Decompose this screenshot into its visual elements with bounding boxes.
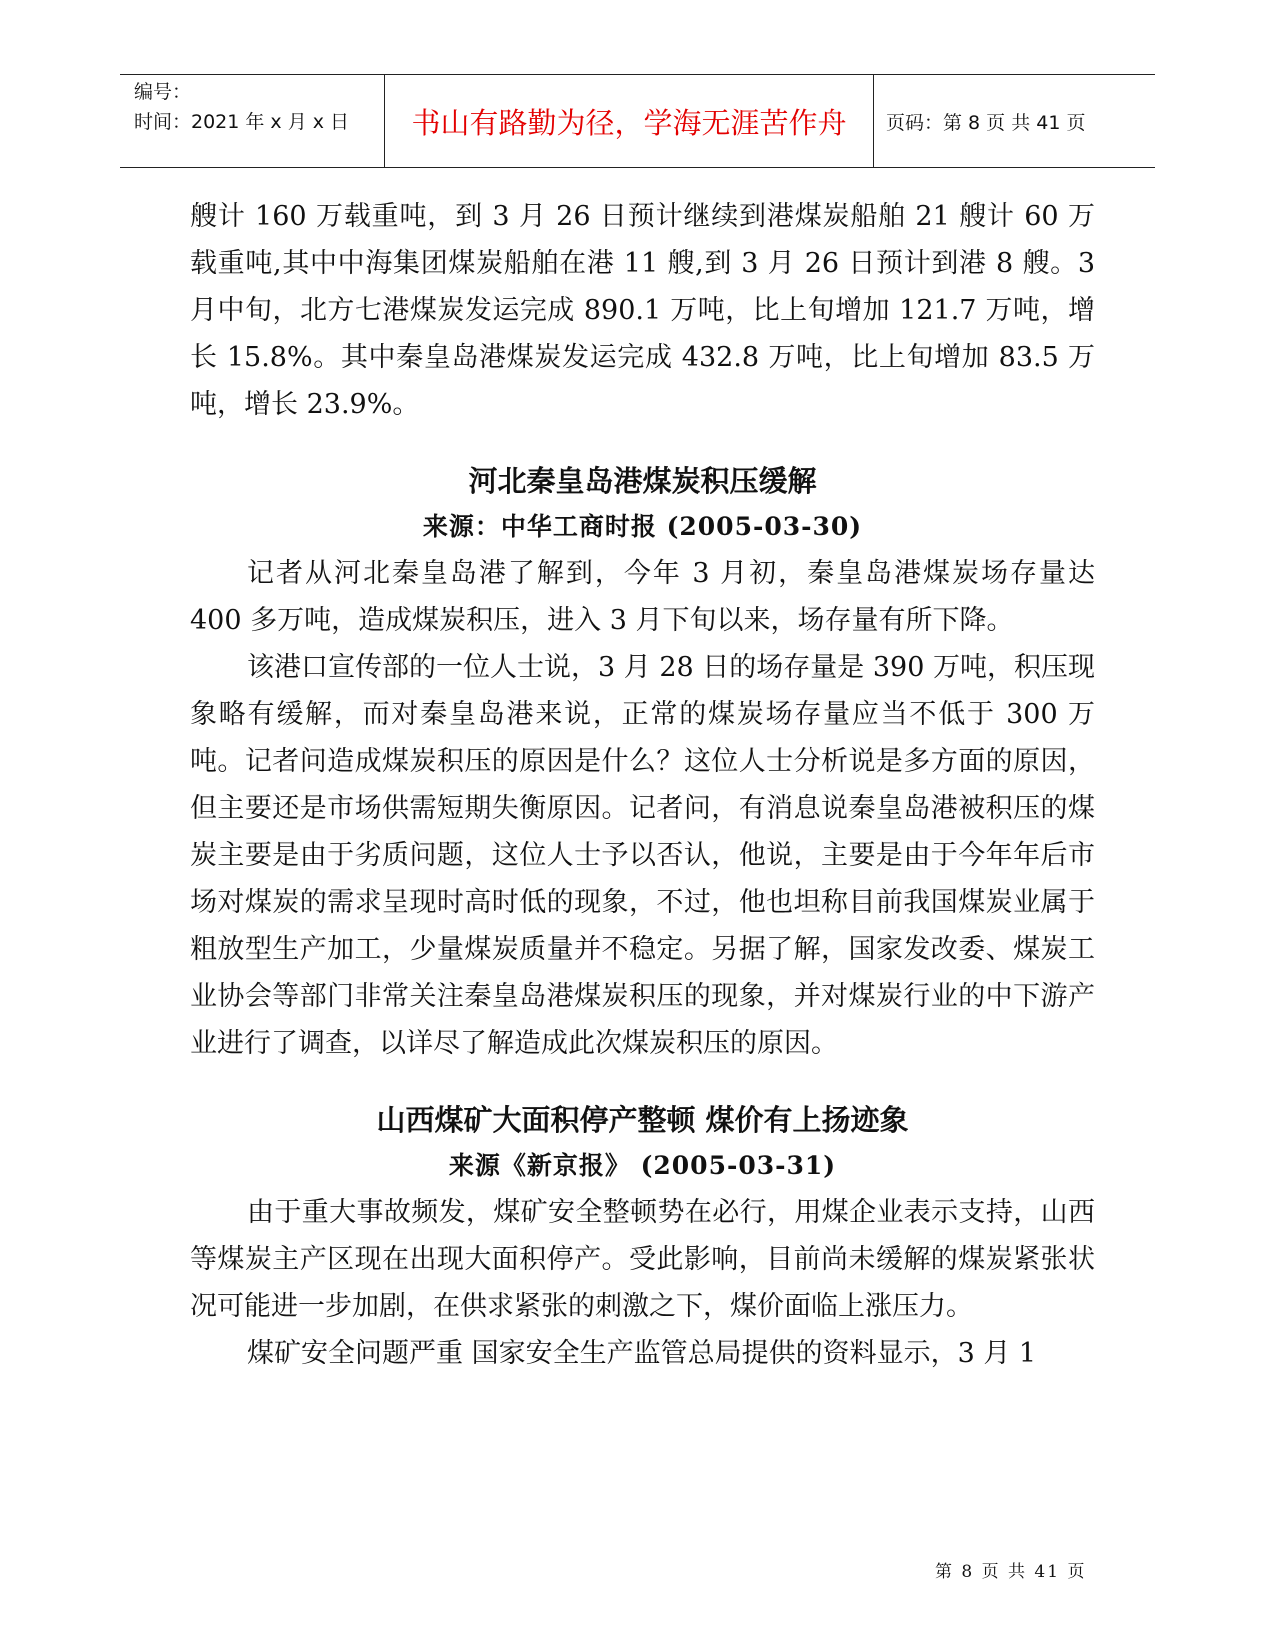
article-paragraph: 煤矿安全问题严重 国家安全生产监管总局提供的资料显示，3 月 1 xyxy=(247,1338,1037,1369)
header-time-label: 时间：2021 年 x 月 x 日 xyxy=(134,111,350,133)
article-source: 来源《新京报》 (2005-03-31) xyxy=(448,1151,837,1180)
article-qinhuangdao xyxy=(190,458,1095,1067)
page-footer: 第 8 页 共 41 页 xyxy=(935,1562,1087,1582)
article-paragraph: 该港口宣传部的一位人士说，3 月 28 日的场存量是 390 万吨，积压现象略有缓解，而对秦皇岛港来说，正常的煤炭场存量应当不低于 300 万吨。记者问造成煤炭积压的原因是什么？这位人士分析说是多方面的原因，但主要还是市场供需短期失衡原因。记者问，有消息说秦皇岛港被积压的煤炭主要是由于劣质问题，这位人士予以否认，他说，主要是由于今年年后市场对煤炭的需求呈现时高时低的现象，不过，他也坦称目前我国煤炭业属于粗放型生产加工，少量煤炭质量并不稳定。另据了解，国家发改委、煤炭工业协会等部门非常关注秦皇岛港煤炭积压的现象，并对煤炭行业的中下游产业进行了调查，以详尽了解造成此次煤炭积压的原因。 xyxy=(190,652,1095,1059)
header-number-label: 编号： xyxy=(134,81,192,103)
intro-paragraph: 艘计 160 万载重吨，到 3 月 26 日预计继续到港煤炭船舶 21 艘计 60 万载重吨,其中中海集团煤炭船舶在港 11 艘,到 3 月 26 日预计到港 8 艘。3 月中旬，北方七港煤炭发运完成 890.1 万吨，比上旬增加 121.7 万吨，增长 15.8%。其中秦皇岛港煤炭发运完成 432.8 万吨，比上旬增加 83.5 万吨，增长 23.9%。 xyxy=(190,201,1095,420)
header-motto: 书山有路勤为径，学海无涯苦作舟 xyxy=(385,75,874,167)
article-title: 河北秦皇岛港煤炭积压缓解 xyxy=(468,464,817,498)
article-paragraph: 记者从河北秦皇岛港了解到，今年 3 月初，秦皇岛港煤炭场存量达 400 多万吨，造成煤炭积压，进入 3 月下旬以来，场存量有所下降。 xyxy=(190,558,1095,636)
article-shanxi xyxy=(190,1097,1095,1377)
header-page-info: 页码：第 8 页 共 41 页 xyxy=(886,111,1086,134)
article-source: 来源：中华工商时报 (2005-03-30) xyxy=(422,512,863,541)
article-paragraph: 由于重大事故频发，煤矿安全整顿势在必行，用煤企业表示支持，山西等煤炭主产区现在出现大面积停产。受此影响，目前尚未缓解的煤炭紧张状况可能进一步加剧，在供求紧张的刺激之下，煤价面临上涨压力。 xyxy=(190,1197,1095,1322)
article-title: 山西煤矿大面积停产整顿 煤价有上扬迹象 xyxy=(376,1103,909,1137)
page-header xyxy=(120,74,1155,168)
document-body xyxy=(190,193,1095,1377)
header-meta xyxy=(120,75,385,167)
